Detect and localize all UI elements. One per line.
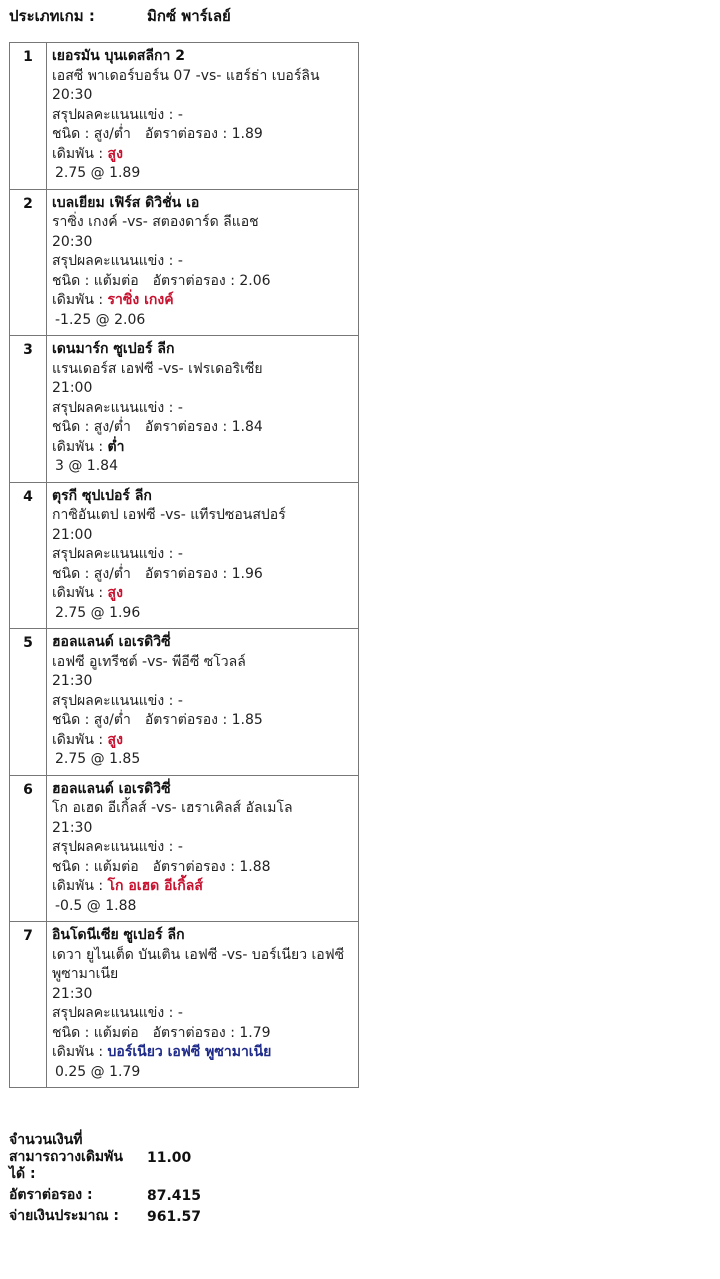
bet-pick-label: เดิมพัน : (52, 878, 104, 894)
bet-slip-table (9, 42, 359, 1088)
bet-odds: อัตราต่อรอง : 1.88 (152, 858, 271, 875)
bet-details (47, 43, 359, 190)
bet-pick-row (52, 291, 352, 311)
bet-pick-label: เดิมพัน : (52, 1044, 104, 1060)
stake-value: 11.00 (147, 1149, 192, 1166)
score-summary: สรุปผลคะแนนแข่ง : - (52, 839, 183, 855)
bet-pick: สูง (107, 585, 123, 601)
bet-row (10, 629, 359, 776)
score-summary: สรุปผลคะแนนแข่ง : - (52, 106, 183, 123)
bet-pick-row (52, 584, 352, 604)
bet-pick-label: เดิมพัน : (52, 731, 104, 748)
bet-type-row (52, 1024, 352, 1044)
bet-pick-label: เดิมพัน : (52, 585, 104, 601)
match-time: 21:30 (52, 985, 93, 1002)
bet-type: ชนิด : แต้มต่อ (52, 1024, 139, 1041)
match-teams: โก อเฮด อีเกิ้ลส์ -vs- เฮราเคิลส์ อัลเมโล (52, 800, 293, 816)
game-type-row (9, 4, 231, 28)
match-teams: ราซิ่ง เกงค์ -vs- สตองดาร์ด ลีแอช (52, 214, 259, 230)
bet-type-row (52, 711, 352, 731)
league-name: ฮอลแลนด์ เอเรดิวิซี่ (52, 634, 171, 650)
bet-pick-label: เดิมพัน : (52, 145, 104, 162)
bet-line-odds: 2.75 @ 1.96 (55, 604, 141, 621)
score-summary: สรุปผลคะแนนแข่ง : - (52, 546, 183, 562)
bet-odds: อัตราต่อรอง : 1.79 (152, 1024, 271, 1041)
bet-details (47, 629, 359, 776)
bet-pick-label: เดิมพัน : (52, 292, 104, 308)
match-time: 21:30 (52, 673, 93, 689)
bet-details (47, 189, 359, 336)
bet-line-odds: 2.75 @ 1.85 (55, 751, 141, 767)
match-time: 20:30 (52, 87, 93, 103)
bet-row (10, 43, 359, 190)
payout-label: จ่ายเงินประมาณ : (9, 1208, 119, 1224)
bet-type-row (52, 272, 352, 292)
bet-number: 4 (10, 482, 47, 629)
bet-line-odds: -0.5 @ 1.88 (55, 897, 137, 914)
bet-row (10, 922, 359, 1088)
match-teams: แรนเดอร์ส เอฟซี -vs- เฟรเดอริเซีย (52, 360, 263, 377)
bet-pick: ราซิ่ง เกงค์ (107, 292, 174, 308)
payout-value: 961.57 (147, 1208, 202, 1225)
bet-pick-row (52, 438, 352, 458)
bet-odds: อัตราต่อรอง : 1.85 (144, 712, 263, 728)
bet-line-odds: 0.25 @ 1.79 (55, 1063, 141, 1080)
summary-stake-row (9, 1132, 201, 1183)
league-name: ตุรกี ซุปเปอร์ ลีก (52, 487, 152, 504)
bet-pick-row (52, 145, 352, 165)
bet-odds: อัตราต่อรอง : 1.89 (144, 126, 263, 142)
match-teams: เอสซี พาเดอร์บอร์น 07 -vs- แฮร์ธ่า เบอร์ลิน (52, 67, 320, 84)
bet-odds: อัตราต่อรอง : 1.84 (144, 419, 263, 435)
bet-line-odds: 2.75 @ 1.89 (55, 165, 141, 181)
bet-pick-row (52, 731, 352, 751)
bet-type-row (52, 565, 352, 585)
bet-type: ชนิด : สูง/ต่ำ (52, 712, 131, 728)
total-odds-label: อัตราต่อรอง : (9, 1187, 93, 1203)
bet-pick: ต่ำ (107, 438, 125, 455)
game-type-value: มิกซ์ พาร์เลย์ (147, 7, 231, 25)
bet-summary (9, 1132, 201, 1229)
bet-row (10, 482, 359, 629)
bet-type: ชนิด : แต้มต่อ (52, 858, 139, 875)
score-summary: สรุปผลคะแนนแข่ง : - (52, 399, 183, 416)
bet-line-odds: 3 @ 1.84 (55, 458, 118, 474)
bet-pick-row (52, 877, 352, 897)
stake-label: จำนวนเงินที่สามารถวางเดิมพันได้ : (9, 1132, 123, 1182)
league-name: อินโดนีเซีย ซูเปอร์ ลีก (52, 927, 185, 943)
bet-type-row (52, 125, 352, 145)
match-time: 21:00 (52, 526, 93, 543)
score-summary: สรุปผลคะแนนแข่ง : - (52, 253, 183, 269)
bet-line-odds: -1.25 @ 2.06 (55, 311, 146, 328)
score-summary: สรุปผลคะแนนแข่ง : - (52, 692, 183, 709)
bet-type: ชนิด : สูง/ต่ำ (52, 126, 131, 142)
bet-details (47, 775, 359, 922)
game-type-label: ประเภทเกม : (9, 7, 95, 25)
bet-odds: อัตราต่อรอง : 1.96 (144, 565, 263, 582)
bet-row (10, 189, 359, 336)
bet-pick-row (52, 1043, 352, 1063)
score-summary: สรุปผลคะแนนแข่ง : - (52, 1005, 183, 1021)
bet-pick: โก อเฮด อีเกิ้ลส์ (107, 878, 203, 894)
match-teams: เอฟซี อูเทรีชต์ -vs- พีอีซี ซโวลล์ (52, 653, 246, 670)
bet-number: 2 (10, 189, 47, 336)
league-name: ฮอลแลนด์ เอเรดิวิซี่ (52, 780, 171, 797)
bet-pick: สูง (107, 731, 123, 748)
bet-details (47, 336, 359, 483)
bet-type-row (52, 418, 352, 438)
bet-number: 1 (10, 43, 47, 190)
bet-number: 3 (10, 336, 47, 483)
match-teams: กาซิอันเตป เอฟซี -vs- แทีรปซอนสปอร์ (52, 507, 286, 523)
bet-type-row (52, 858, 352, 878)
bet-pick: สูง (107, 145, 123, 162)
bet-pick-label: เดิมพัน : (52, 438, 104, 455)
match-teams: เดวา ยูไนเต็ด บันเติน เอฟซี -vs- บอร์เนียว เอฟซี พูซามาเนีย (52, 946, 345, 982)
total-odds-value: 87.415 (147, 1187, 202, 1204)
bet-number: 7 (10, 922, 47, 1088)
bet-type: ชนิด : สูง/ต่ำ (52, 565, 131, 582)
league-name: เยอรมัน บุนเดสลีกา 2 (52, 48, 185, 64)
bet-number: 5 (10, 629, 47, 776)
summary-payout-row (9, 1208, 201, 1225)
league-name: เบลเยียม เฟิร์ส ดิวิชั่น เอ (52, 194, 200, 211)
match-time: 20:30 (52, 233, 93, 250)
bet-row (10, 336, 359, 483)
bet-details (47, 922, 359, 1088)
bet-type: ชนิด : แต้มต่อ (52, 272, 139, 289)
league-name: เดนมาร์ก ซูเปอร์ ลีก (52, 341, 175, 357)
bet-number: 6 (10, 775, 47, 922)
bet-odds: อัตราต่อรอง : 2.06 (152, 272, 271, 289)
bet-details (47, 482, 359, 629)
bet-row (10, 775, 359, 922)
match-time: 21:00 (52, 380, 93, 396)
summary-odds-row (9, 1187, 201, 1204)
bet-pick: บอร์เนียว เอฟซี พูซามาเนีย (107, 1044, 272, 1060)
bet-type: ชนิด : สูง/ต่ำ (52, 419, 131, 435)
match-time: 21:30 (52, 819, 93, 836)
